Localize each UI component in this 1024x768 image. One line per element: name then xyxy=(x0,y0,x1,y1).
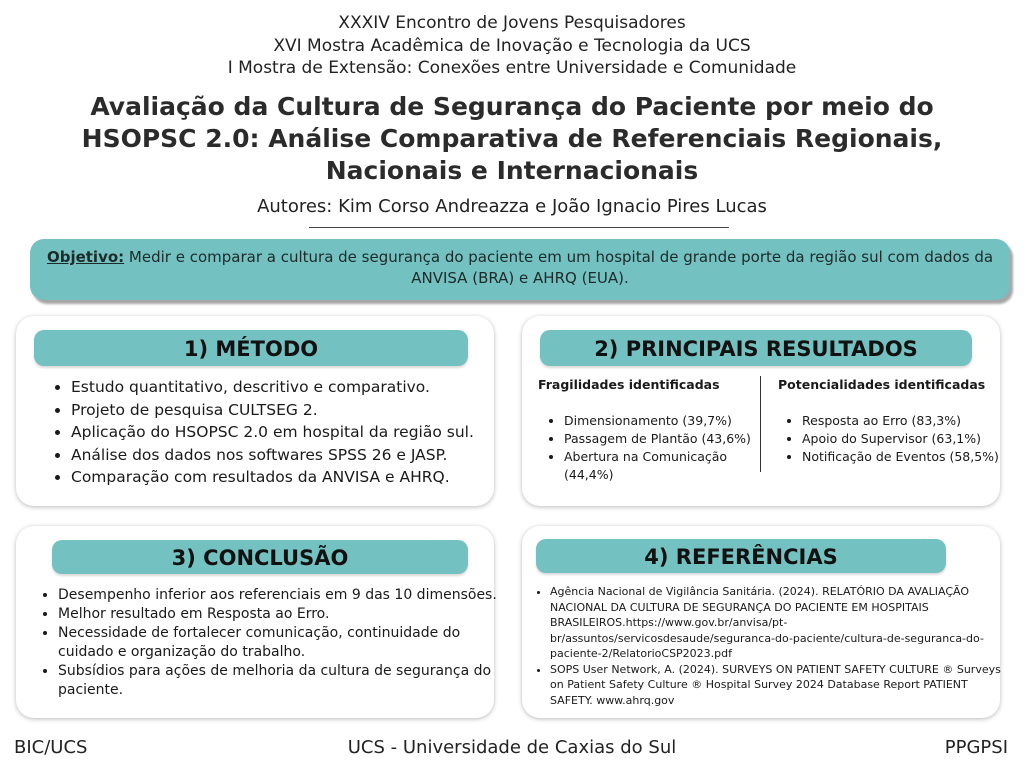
list-item: • Estudo quantitativo, descritivo e comparativo. xyxy=(71,376,501,399)
list-item: • Dimensionamento (39,7%) xyxy=(564,412,774,430)
list-item: • Necessidade de fortalecer comunicação, continuidade do cuidado e organização do trabalho. xyxy=(58,624,506,662)
references-heading: 4) REFERÊNCIAS xyxy=(536,539,946,573)
list-item: • Apoio do Supervisor (63,1%) xyxy=(802,430,1007,448)
list-item: • Análise dos dados nos softwares SPSS 26 e JASP. xyxy=(71,444,501,467)
list-item: • Passagem de Plantão (43,6%) xyxy=(564,430,774,448)
poster-title-line-3: Nacionais e Internacionais xyxy=(325,156,699,185)
conclusion-card xyxy=(16,526,497,718)
list-item: • Notificação de Eventos (58,5%) xyxy=(802,448,1007,466)
list-item: • Resposta ao Erro (83,3%) xyxy=(802,412,1007,430)
footer-right: PPGPSI xyxy=(944,737,1008,758)
results-heading: 2) PRINCIPAIS RESULTADOS xyxy=(540,330,972,366)
weaknesses-list xyxy=(544,412,774,484)
results-card xyxy=(522,316,1000,506)
weaknesses-title: Fragilidades identificadas xyxy=(538,377,720,392)
list-item: • Subsídios para ações de melhoria da cultura de segurança do paciente. xyxy=(58,662,506,700)
objective-label: Objetivo: xyxy=(46,248,125,266)
strengths-title: Potencialidades identificadas xyxy=(778,377,986,392)
list-item: • Projeto de pesquisa CULTSEG 2. xyxy=(71,399,501,422)
authors: Autores: Kim Corso Andreazza e João Ignacio Pires Lucas xyxy=(257,196,767,217)
list-item: • Aplicação do HSOPSC 2.0 em hospital da região sul. xyxy=(71,421,501,444)
method-card xyxy=(16,316,494,506)
event-line-2: XVI Mostra Acadêmica de Inovação e Tecnologia da UCS xyxy=(273,36,751,56)
list-item: • SOPS User Network, A. (2024). SURVEYS ON PATIENT SAFETY CULTURE ® Surveys on Patient Safety Culture ® Hospital Survey 2024 Database Report PATIENT SAFETY. www.ahrq.gov xyxy=(550,662,1006,709)
objective-text: Medir e comparar a cultura de segurança do paciente em um hospital de grande porte da região sul com dados da ANVISA (BRA) e AHRQ (EUA). xyxy=(124,248,994,287)
event-line-3: I Mostra de Extensão: Conexões entre Universidade e Comunidade xyxy=(227,58,797,78)
footer-left: BIC/UCS xyxy=(14,737,88,758)
list-item: • Melhor resultado em Resposta ao Erro. xyxy=(58,605,506,624)
footer-center: UCS - Universidade de Caxias do Sul xyxy=(347,737,677,758)
conclusion-heading: 3) CONCLUSÃO xyxy=(52,540,468,574)
method-list xyxy=(51,376,501,489)
poster-title-line-1: Avaliação da Cultura de Segurança do Paciente por meio do xyxy=(90,92,934,121)
poster-title-line-2: HSOPSC 2.0: Análise Comparativa de Referenciais Regionais, xyxy=(81,124,943,153)
strengths-list xyxy=(782,412,1007,466)
references-list xyxy=(530,584,1006,708)
conclusion-list xyxy=(38,586,506,700)
list-item: • Desempenho inferior aos referenciais em 9 das 10 dimensões. xyxy=(58,586,506,605)
list-item: • Comparação com resultados da ANVISA e AHRQ. xyxy=(71,466,501,489)
divider xyxy=(309,227,729,228)
method-heading: 1) MÉTODO xyxy=(34,330,468,366)
list-item: • Abertura na Comunicação (44,4%) xyxy=(564,448,774,484)
references-card xyxy=(522,526,1000,718)
objective-banner xyxy=(30,239,1010,300)
list-item: • Agência Nacional de Vigilância Sanitária. (2024). RELATÓRIO DA AVALIAÇÃO NACIONAL DA CULTURA DE SEGURANÇA DO PACIENTE EM HOSPITAIS BRASILEIROS.https://www.gov.br/anvisa/pt-br/assuntos/servicosdesaude/seguranca-do-paciente/cultura-de-seguranca-do-paciente-2/RelatorioCSP2023.pdf xyxy=(550,584,1006,662)
event-line-1: XXXIV Encontro de Jovens Pesquisadores xyxy=(338,13,686,33)
